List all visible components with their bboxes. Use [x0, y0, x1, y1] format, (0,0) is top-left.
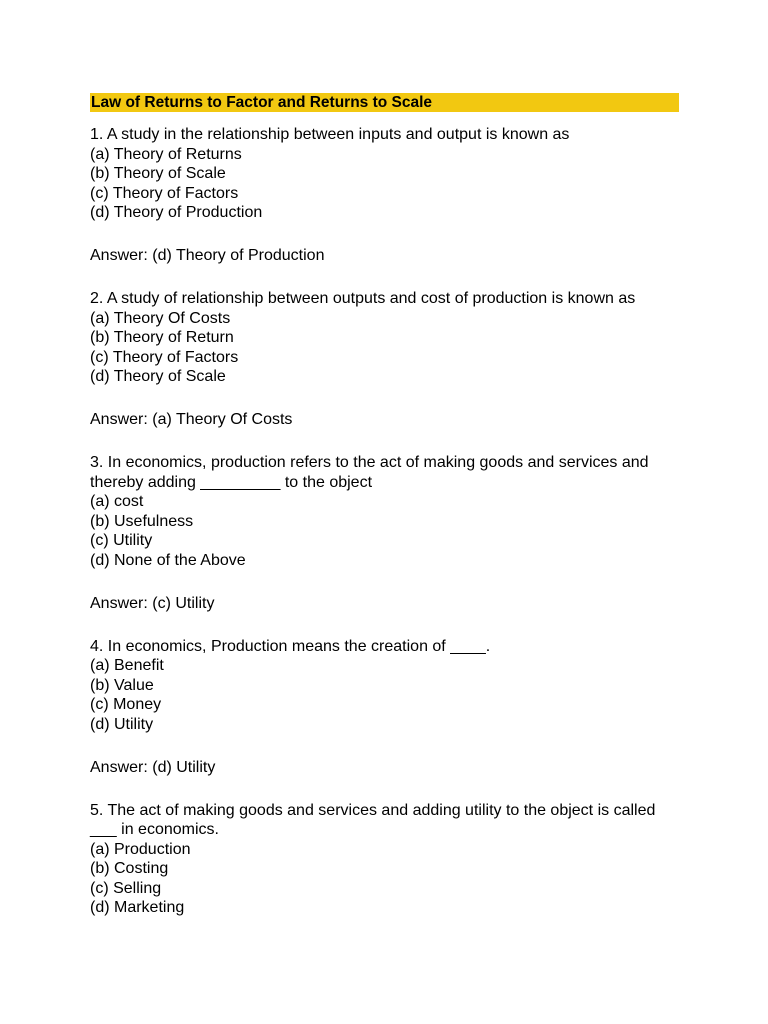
option-d: (d) Marketing [90, 899, 185, 916]
document-title: Law of Returns to Factor and Returns to Scale [90, 93, 679, 112]
option-a: (a) Production [90, 840, 191, 858]
question-text: 4. In economics, Production means the creation of ____. [90, 637, 491, 655]
question-3 [90, 453, 690, 613]
question-text: 5. The act of making goods and services and adding utility to the object is called ___ in economics. [90, 801, 656, 838]
question-text: 3. In economics, production refers to the act of making goods and services and thereby adding _________ to the object [90, 454, 649, 491]
answer-text: Answer: (d) Theory of Production [90, 247, 325, 264]
option-d: (d) Utility [90, 715, 154, 733]
option-b: (b) Theory of Return [90, 329, 234, 346]
option-c: (c) Theory of Factors [90, 348, 239, 366]
option-a: (a) Theory of Returns [90, 145, 242, 163]
question-1 [90, 125, 690, 266]
question-text: 2. A study of relationship between outputs and cost of production is known as [90, 290, 636, 307]
question-4 [90, 637, 690, 778]
option-a: (a) Theory Of Costs [90, 309, 231, 327]
option-c: (c) Theory of Factors [90, 184, 239, 202]
option-c: (c) Utility [90, 532, 153, 549]
option-c: (c) Money [90, 696, 162, 713]
option-c: (c) Selling [90, 879, 162, 897]
answer-text: Answer: (a) Theory Of Costs [90, 411, 293, 428]
question-2 [90, 289, 690, 430]
option-a: (a) cost [90, 493, 144, 510]
answer-text: Answer: (c) Utility [90, 594, 215, 612]
option-a: (a) Benefit [90, 657, 164, 674]
option-b: (b) Costing [90, 860, 169, 877]
option-d: (d) Theory of Production [90, 204, 263, 221]
question-text: 1. A study in the relationship between inputs and output is known as [90, 126, 570, 143]
option-d: (d) None of the Above [90, 551, 246, 569]
answer-text: Answer: (d) Utility [90, 758, 216, 776]
option-d: (d) Theory of Scale [90, 368, 226, 385]
document-page [90, 93, 690, 918]
option-b: (b) Theory of Scale [90, 165, 226, 182]
question-5 [90, 801, 690, 918]
option-b: (b) Usefulness [90, 512, 194, 530]
option-b: (b) Value [90, 676, 154, 694]
